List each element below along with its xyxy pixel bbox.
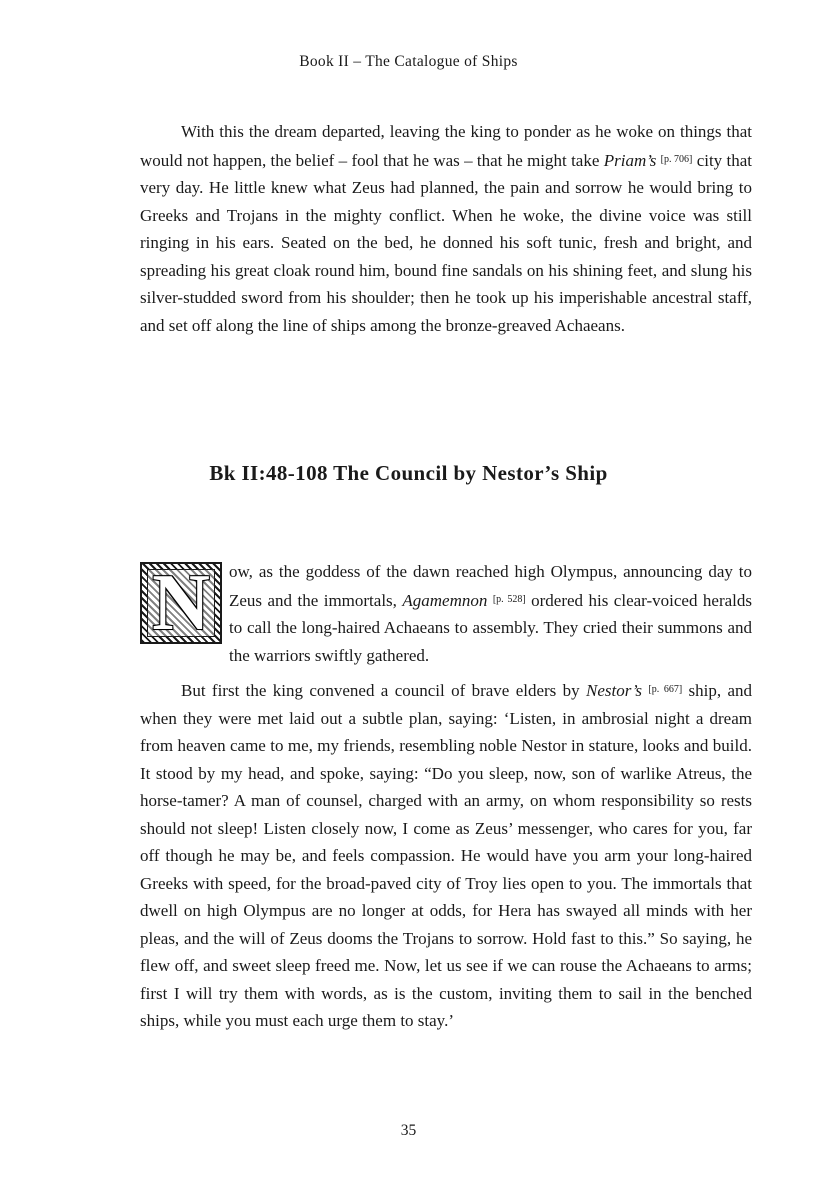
dropcap-letter: N bbox=[152, 559, 210, 647]
text-segment: With this the dream departed, leaving the king to ponder as he woke on things that would not happen, the belief – fool that he was – that he might take bbox=[140, 122, 752, 170]
text-segment: city that very day. He little knew what Zeus had planned, the pain and sorrow he would bring to Greeks and Trojans in the mighty conflict. When he woke, the divine voice was still ringing in his ears. Seated on the bed, he donned his soft tunic, fresh and bright, and spreading his great cloak round him, bound fine sandals on his shining feet, and slung his silver-studded sword from his shoulder; then he took up his imperishable ancestral staff, and set off along the line of ships among the bronze-greaved Achaeans. bbox=[140, 150, 752, 335]
text-segment: ship, and when they were met laid out a subtle plan, saying: ‘Listen, in ambrosial night a dream from heaven came to me, my friends, resembling noble Nestor in stature, looks and build. It stood by my head, and spoke, saying: “Do you sleep, now, son of warlike Atreus, the horse-tamer? A man of counsel, charged with an army, on whom responsibility so rests should not sleep! Listen closely now, I come as Zeus’ messenger, who cares for you, far off though he may be, and feels compassion. He would have you arm your long-haired Greeks with speed, for the broad-paved city of Troy lies open to you. The immortals that dwell on high Olympus are no longer at odds, for Hera has swayed all minds with her pleas, and the will of Zeus dooms the Trojans to sorrow. Hold fast to this.” So saying, he flew off, and sweet sleep freed me. Now, let us see if we can rouse the Achaeans to arms; first I will try them with words, as is the custom, inviting them to sail in the benched ships, while you must each urge them to stay.’ bbox=[140, 681, 753, 1030]
page-number: 35 bbox=[400, 1122, 417, 1139]
paragraph-dream-departed bbox=[140, 118, 752, 339]
paragraph-council bbox=[140, 676, 752, 1035]
running-head: Book II – The Catalogue of Ships bbox=[299, 53, 518, 70]
paragraph-text bbox=[140, 118, 752, 339]
page-reference: [p. 528] bbox=[492, 593, 526, 605]
name-link-priam[interactable]: Priam’s bbox=[603, 150, 657, 170]
paragraph-dawn bbox=[140, 558, 752, 669]
ornamental-dropcap bbox=[140, 559, 222, 647]
text-segment: ordered his clear-voiced heralds to call the long-haired Achaeans to assembly. They cried their summons and the warriors swiftly gathered. bbox=[229, 590, 752, 665]
name-link-agamemnon[interactable]: Agamemnon bbox=[402, 590, 488, 610]
section-heading: Bk II:48-108 The Council by Nestor’s Ship bbox=[209, 461, 608, 485]
paragraph-text bbox=[140, 558, 752, 669]
page-reference: [p. 706] bbox=[660, 153, 693, 165]
paragraph-text bbox=[140, 676, 752, 1035]
name-link-nestor[interactable]: Nestor’s bbox=[585, 681, 643, 700]
page-reference: [p. 667] bbox=[648, 684, 683, 695]
text-segment: ow, as the goddess of the dawn reached high Olympus, announcing day to Zeus and the immortals, bbox=[229, 562, 752, 610]
text-segment: But first the king convened a council of brave elders by bbox=[181, 681, 586, 700]
